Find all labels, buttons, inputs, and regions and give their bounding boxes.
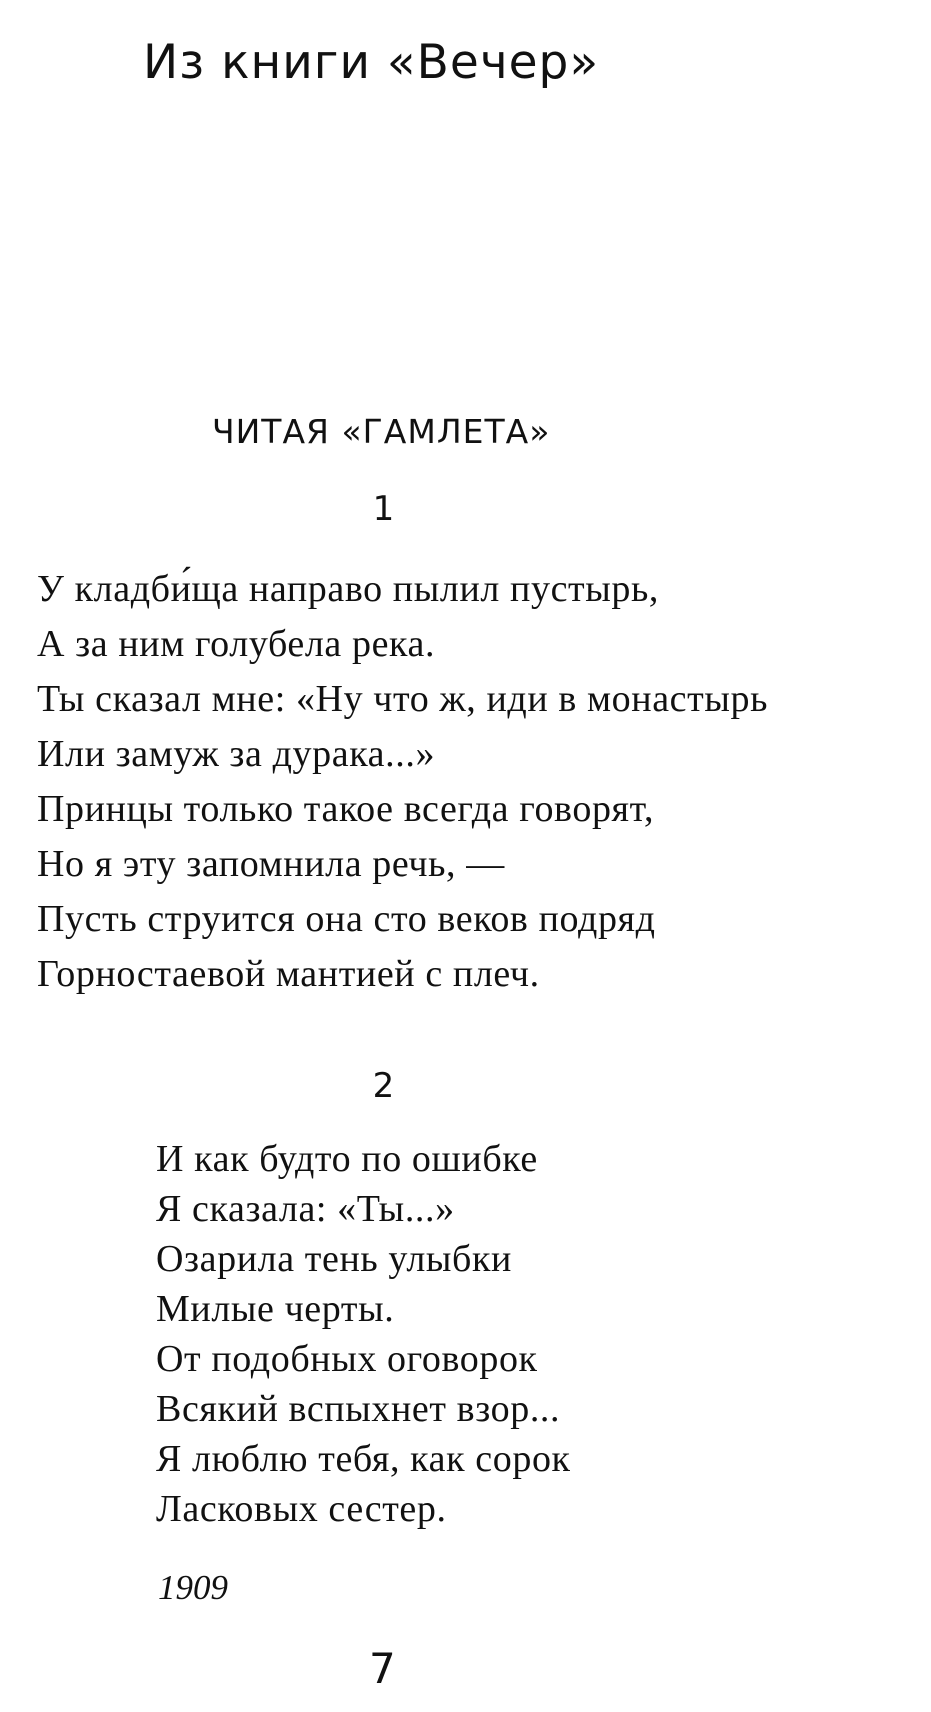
poem-line: Но я эту запомнила речь, — [37,843,505,885]
poem-date: 1909 [158,1568,228,1607]
poem-line: Пусть струится она сто веков подряд [37,898,656,940]
poem-line: А за ним голубела река. [37,623,436,665]
poem-line: Всякий вспыхнет взор... [156,1388,561,1430]
stanza [37,562,768,1002]
poem-line: Принцы только такое всегда говорят, [37,788,655,830]
poem-line: От подобных оговорок [156,1338,538,1380]
poem-line: Я люблю тебя, как сорок [156,1438,571,1480]
poem-line: Ласковых сестер. [156,1488,447,1530]
poem-line: Милые черты. [156,1288,395,1330]
poem-line: Я сказала: «Ты...» [156,1188,455,1230]
poem-title: ЧИТАЯ «ГАМЛЕТА» [212,412,551,452]
section-number: 2 [372,1066,395,1106]
poem-line: Горностаевой мантией с плеч. [37,953,540,995]
book-title: Из книги «Вечер» [143,35,600,91]
poem-line: И как будто по ошибке [156,1138,538,1180]
poem-line: Ты сказал мне: «Ну что ж, иди в монастырь [37,678,768,720]
stanza [156,1134,571,1534]
page-number: 7 [369,1644,396,1693]
section-number: 1 [372,489,395,529]
poem-line: У кладби́ща направо пылил пустырь, [37,568,660,610]
poem-line: Или замуж за дурака...» [37,733,436,775]
poem-line: Озарила тень улыбки [156,1238,512,1280]
